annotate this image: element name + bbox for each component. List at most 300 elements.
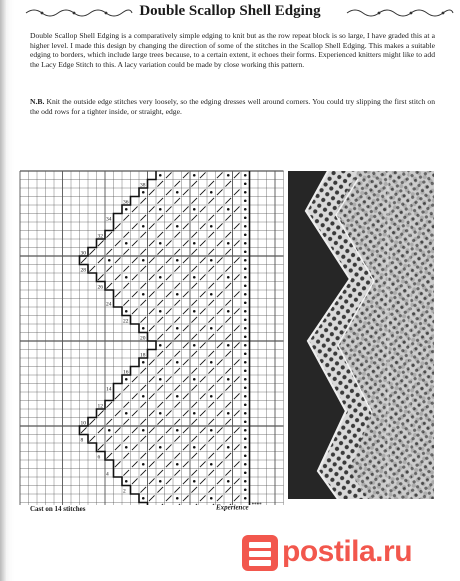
stitch-slash: [174, 232, 180, 238]
stitch-slash: [200, 461, 206, 467]
stitch-dot: [210, 429, 213, 432]
stitch-slash: [200, 325, 206, 331]
stitch-dot: [244, 352, 247, 355]
stitch-slash: [123, 249, 129, 255]
knitting-chart: [16, 165, 288, 505]
stitch-slash: [149, 223, 155, 229]
stitch-dot: [210, 497, 213, 500]
stitch-slash: [200, 206, 206, 212]
stitch-dot: [159, 480, 162, 483]
stitch-slash: [225, 334, 231, 340]
stitch-slash: [174, 351, 180, 357]
stitch-slash: [98, 274, 104, 280]
stitch-slash: [166, 172, 172, 178]
stitch-dot: [125, 378, 128, 381]
stitch-dot: [176, 361, 179, 364]
stitch-slash: [106, 453, 112, 459]
stitch-slash: [166, 376, 172, 382]
stitch-slash: [208, 283, 214, 289]
stitch-dot: [142, 259, 145, 262]
stitch-dot: [210, 293, 213, 296]
stitch-slash: [191, 368, 197, 374]
stitch-slash: [123, 453, 129, 459]
stitch-slash: [217, 461, 223, 467]
stitch-slash: [157, 436, 163, 442]
stitch-dot: [227, 174, 230, 177]
stitch-slash: [132, 206, 138, 212]
row-number-label: 6: [97, 454, 101, 461]
stitch-slash: [208, 249, 214, 255]
stitch-slash: [174, 470, 180, 476]
stitch-dot: [125, 480, 128, 483]
stitch-dot: [244, 225, 247, 228]
row-number-label: 12: [97, 403, 103, 410]
stitch-dot: [244, 327, 247, 330]
stitch-slash: [132, 240, 138, 246]
stitch-slash: [208, 419, 214, 425]
row-number-label: 8: [80, 437, 84, 444]
site-watermark: [240, 528, 450, 576]
stitch-dot: [142, 225, 145, 228]
stitch-dot: [244, 488, 247, 491]
stitch-slash: [132, 308, 138, 314]
stitch-slash: [200, 308, 206, 314]
stitch-slash: [166, 478, 172, 484]
stitch-dot: [176, 191, 179, 194]
stitch-slash: [166, 189, 172, 195]
stitch-slash: [234, 291, 240, 297]
stitch-dot: [244, 497, 247, 500]
stitch-slash: [149, 189, 155, 195]
stitch-dot: [176, 463, 179, 466]
stitch-slash: [166, 274, 172, 280]
stitch-slash: [149, 478, 155, 484]
decorative-flourish-right: [345, 6, 455, 20]
stitch-slash: [234, 257, 240, 263]
stitch-slash: [166, 240, 172, 246]
stitch-slash: [98, 444, 104, 450]
stitch-slash: [191, 487, 197, 493]
experience-stars: ****: [251, 503, 262, 508]
stitch-slash: [157, 487, 163, 493]
stitch-slash: [166, 291, 172, 297]
stitch-slash: [174, 300, 180, 306]
row-number-label: 24: [106, 301, 112, 308]
stitch-slash: [157, 198, 163, 204]
stitch-slash: [157, 470, 163, 476]
stitch-slash: [149, 308, 155, 314]
stitch-slash: [200, 478, 206, 484]
stitch-slash: [149, 495, 155, 501]
stitch-slash: [140, 317, 146, 323]
stitch-slash: [183, 223, 189, 229]
stitch-slash: [200, 274, 206, 280]
stitch-slash: [217, 495, 223, 501]
stitch-dot: [159, 310, 162, 313]
stitch-slash: [140, 266, 146, 272]
stitch-dot: [227, 208, 230, 211]
stitch-slash: [225, 215, 231, 221]
stitch-dot: [125, 208, 128, 211]
stitch-dot: [176, 497, 179, 500]
experience-caption: [216, 503, 262, 511]
stitch-dot: [244, 471, 247, 474]
stitch-dot: [125, 276, 128, 279]
stitch-slash: [200, 172, 206, 178]
book-spine-shadow: [0, 0, 6, 581]
stitch-slash: [234, 444, 240, 450]
stitch-slash: [225, 368, 231, 374]
stitch-slash: [115, 223, 121, 229]
row-number-label: 20: [140, 335, 146, 342]
stitch-slash: [234, 478, 240, 484]
stitch-slash: [200, 393, 206, 399]
stitch-slash: [200, 257, 206, 263]
stitch-slash: [149, 376, 155, 382]
stitch-slash: [123, 283, 129, 289]
intro-paragraph: Double Scallop Shell Edging is a comparatively simple edging to knit but as the row repeat block is so large, I have graded this at a higher level. I made this design by changing the direction of some of the stitches in the Scallop Shell Edging. This makes a suitable edging to borders, which include large trees because, to a certain extent, it echoes their forms. Experienced knitters might like to add the Lacy Edge Stitch to this. A lacy variation could be made by close working this pattern.: [30, 31, 435, 69]
stitch-slash: [183, 325, 189, 331]
stitch-slash: [157, 300, 163, 306]
stitch-slash: [191, 470, 197, 476]
stitch-slash: [200, 359, 206, 365]
stitch-slash: [208, 215, 214, 221]
stitch-dot: [227, 378, 230, 381]
stitch-dot: [159, 276, 162, 279]
stitch-slash: [115, 257, 121, 263]
postila-logo-icon: [240, 532, 280, 572]
stitch-slash: [191, 402, 197, 408]
cast-on-caption: Cast on 14 stitches: [30, 505, 86, 513]
stitch-slash: [140, 232, 146, 238]
experience-label: Experience: [216, 503, 249, 512]
row-number-label: 30: [80, 250, 86, 257]
stitch-slash: [208, 232, 214, 238]
stitch-dot: [193, 310, 196, 313]
stitch-dot: [227, 310, 230, 313]
stitch-dot: [244, 182, 247, 185]
stitch-slash: [208, 385, 214, 391]
stitch-slash: [106, 402, 112, 408]
stitch-slash: [166, 495, 172, 501]
row-number-label: 14: [106, 386, 112, 393]
stitch-slash: [200, 376, 206, 382]
stitch-slash: [234, 172, 240, 178]
stitch-slash: [217, 478, 223, 484]
stitch-slash: [157, 232, 163, 238]
stitch-slash: [200, 444, 206, 450]
stitch-slash: [157, 504, 163, 505]
stitch-dot: [244, 335, 247, 338]
stitch-dot: [210, 259, 213, 262]
stitch-dot: [244, 420, 247, 423]
stitch-dot: [227, 446, 230, 449]
stitch-slash: [225, 266, 231, 272]
stitch-dot: [244, 174, 247, 177]
stitch-slash: [89, 266, 95, 272]
stitch-slash: [174, 317, 180, 323]
stitch-slash: [208, 334, 214, 340]
stitch-slash: [166, 223, 172, 229]
stitch-slash: [149, 359, 155, 365]
stitch-dot: [193, 344, 196, 347]
stitch-slash: [234, 223, 240, 229]
stitch-slash: [191, 232, 197, 238]
row-number-label: 32: [97, 233, 103, 240]
stitch-dot: [193, 276, 196, 279]
stitch-slash: [89, 436, 95, 442]
stitch-slash: [140, 215, 146, 221]
stitch-slash: [234, 359, 240, 365]
stitch-slash: [191, 334, 197, 340]
stitch-slash: [157, 368, 163, 374]
stitch-dot: [244, 369, 247, 372]
note-text: Knit the outside edge stitches very loosely, so the edging dresses well around corners. You could try slipping the first stitch on the odd rows for a tighter inside, or straight, edge.: [30, 97, 435, 116]
stitch-slash: [166, 427, 172, 433]
stitch-slash: [149, 274, 155, 280]
stitch-slash: [234, 342, 240, 348]
row-number-label: 28: [80, 267, 86, 274]
stitch-slash: [166, 325, 172, 331]
stitch-dot: [244, 284, 247, 287]
stitch-slash: [166, 410, 172, 416]
stitch-slash: [140, 385, 146, 391]
stitch-dot: [244, 318, 247, 321]
stitch-slash: [149, 427, 155, 433]
stitch-slash: [225, 487, 231, 493]
stitch-slash: [191, 453, 197, 459]
stitch-slash: [106, 419, 112, 425]
stitch-slash: [234, 240, 240, 246]
row-number-label: 18: [140, 352, 146, 359]
stitch-dot: [244, 395, 247, 398]
stitch-slash: [166, 206, 172, 212]
stitch-slash: [225, 419, 231, 425]
stitch-slash: [174, 266, 180, 272]
stitch-slash: [183, 291, 189, 297]
stitch-dot: [176, 395, 179, 398]
stitch-dot: [210, 463, 213, 466]
stitch-dot: [244, 233, 247, 236]
stitch-slash: [123, 232, 129, 238]
stitch-dot: [125, 242, 128, 245]
stitch-dot: [142, 463, 145, 466]
stitch-slash: [217, 274, 223, 280]
stitch-slash: [157, 385, 163, 391]
stitch-dot: [142, 497, 145, 500]
stitch-slash: [191, 198, 197, 204]
stitch-slash: [174, 198, 180, 204]
stitch-slash: [115, 393, 121, 399]
stitch-slash: [208, 266, 214, 272]
stitch-dot: [244, 191, 247, 194]
stitch-slash: [132, 410, 138, 416]
stitch-slash: [132, 291, 138, 297]
stitch-dot: [142, 395, 145, 398]
stitch-slash: [174, 402, 180, 408]
stitch-slash: [208, 453, 214, 459]
stitch-slash: [140, 453, 146, 459]
stitch-dot: [227, 242, 230, 245]
stitch-slash: [89, 419, 95, 425]
stitch-slash: [98, 257, 104, 263]
stitch-slash: [98, 240, 104, 246]
stitch-slash: [200, 240, 206, 246]
stitch-slash: [225, 198, 231, 204]
stitch-dot: [244, 293, 247, 296]
stitch-slash: [123, 266, 129, 272]
stitch-slash: [115, 410, 121, 416]
knitting-chart-grid: [16, 165, 288, 505]
stitch-slash: [225, 181, 231, 187]
stitch-slash: [166, 359, 172, 365]
note-label: N.B.: [30, 97, 45, 106]
stitch-dot: [244, 259, 247, 262]
stitch-slash: [208, 470, 214, 476]
stitch-slash: [174, 368, 180, 374]
stitch-slash: [174, 453, 180, 459]
lace-edging-image: [288, 171, 434, 499]
stitch-dot: [244, 361, 247, 364]
stitch-slash: [157, 419, 163, 425]
stitch-slash: [208, 351, 214, 357]
stitch-slash: [149, 291, 155, 297]
stitch-slash: [166, 308, 172, 314]
stitch-dot: [142, 361, 145, 364]
stitch-dot: [244, 216, 247, 219]
stitch-slash: [234, 427, 240, 433]
stitch-slash: [191, 504, 197, 505]
stitch-slash: [140, 368, 146, 374]
row-number-label: 2: [123, 488, 126, 495]
stitch-slash: [174, 504, 180, 505]
stitch-slash: [191, 215, 197, 221]
stitch-dot: [210, 191, 213, 194]
stitch-dot: [159, 174, 162, 177]
stitch-dot: [125, 412, 128, 415]
stitch-slash: [217, 427, 223, 433]
stitch-slash: [208, 198, 214, 204]
stitch-slash: [234, 495, 240, 501]
stitch-slash: [217, 410, 223, 416]
stitch-dot: [244, 310, 247, 313]
stitch-slash: [225, 402, 231, 408]
stitch-slash: [115, 461, 121, 467]
stitch-slash: [217, 359, 223, 365]
stitch-slash: [234, 461, 240, 467]
stitch-slash: [149, 444, 155, 450]
stitch-slash: [234, 308, 240, 314]
stitch-slash: [166, 342, 172, 348]
note-paragraph: [30, 97, 435, 116]
stitch-slash: [149, 206, 155, 212]
stitch-slash: [106, 232, 112, 238]
stitch-slash: [166, 461, 172, 467]
stitch-dot: [176, 327, 179, 330]
stitch-dot: [244, 480, 247, 483]
stitch-slash: [140, 470, 146, 476]
stitch-slash: [123, 215, 129, 221]
stitch-slash: [132, 223, 138, 229]
stitch-slash: [174, 215, 180, 221]
stitch-dot: [244, 242, 247, 245]
stitch-slash: [132, 427, 138, 433]
stitch-slash: [140, 300, 146, 306]
stitch-slash: [115, 444, 121, 450]
stitch-slash: [208, 300, 214, 306]
stitch-slash: [157, 402, 163, 408]
stitch-slash: [200, 291, 206, 297]
stitch-slash: [217, 308, 223, 314]
stitch-slash: [183, 444, 189, 450]
stitch-slash: [200, 427, 206, 433]
stitch-slash: [166, 257, 172, 263]
stitch-slash: [225, 317, 231, 323]
stitch-slash: [183, 376, 189, 382]
stitch-slash: [140, 436, 146, 442]
stitch-slash: [217, 376, 223, 382]
stitch-dot: [159, 344, 162, 347]
stitch-dot: [227, 344, 230, 347]
stitch-slash: [132, 444, 138, 450]
stitch-dot: [210, 361, 213, 364]
stitch-slash: [106, 436, 112, 442]
stitch-dot: [125, 446, 128, 449]
stitch-dot: [227, 480, 230, 483]
stitch-slash: [183, 495, 189, 501]
stitch-slash: [208, 436, 214, 442]
stitch-slash: [166, 393, 172, 399]
stitch-slash: [132, 274, 138, 280]
stitch-dot: [244, 378, 247, 381]
stitch-dot: [142, 293, 145, 296]
stitch-slash: [166, 444, 172, 450]
stitch-slash: [183, 274, 189, 280]
stitch-slash: [157, 266, 163, 272]
stitch-slash: [234, 393, 240, 399]
stitch-slash: [200, 223, 206, 229]
stitch-dot: [210, 225, 213, 228]
row-number-label: 38: [140, 182, 146, 189]
stitch-slash: [208, 504, 214, 505]
stitch-slash: [140, 283, 146, 289]
stitch-slash: [183, 359, 189, 365]
row-number-label: 22: [123, 318, 129, 325]
lace-edging-photo: [288, 171, 434, 499]
stitch-dot: [159, 242, 162, 245]
stitch-slash: [217, 257, 223, 263]
stitch-slash: [183, 342, 189, 348]
stitch-slash: [225, 232, 231, 238]
stitch-slash: [123, 419, 129, 425]
stitch-dot: [210, 327, 213, 330]
stitch-slash: [81, 427, 87, 433]
stitch-slash: [191, 436, 197, 442]
stitch-slash: [140, 249, 146, 255]
stitch-slash: [157, 317, 163, 323]
stitch-slash: [208, 181, 214, 187]
stitch-slash: [217, 291, 223, 297]
stitch-dot: [244, 344, 247, 347]
stitch-slash: [217, 189, 223, 195]
stitch-slash: [132, 376, 138, 382]
stitch-slash: [157, 334, 163, 340]
watermark-text: postila.ru: [282, 535, 413, 568]
row-number-label: 34: [106, 216, 112, 223]
stitch-slash: [115, 427, 121, 433]
stitch-slash: [225, 249, 231, 255]
stitch-dot: [244, 267, 247, 270]
